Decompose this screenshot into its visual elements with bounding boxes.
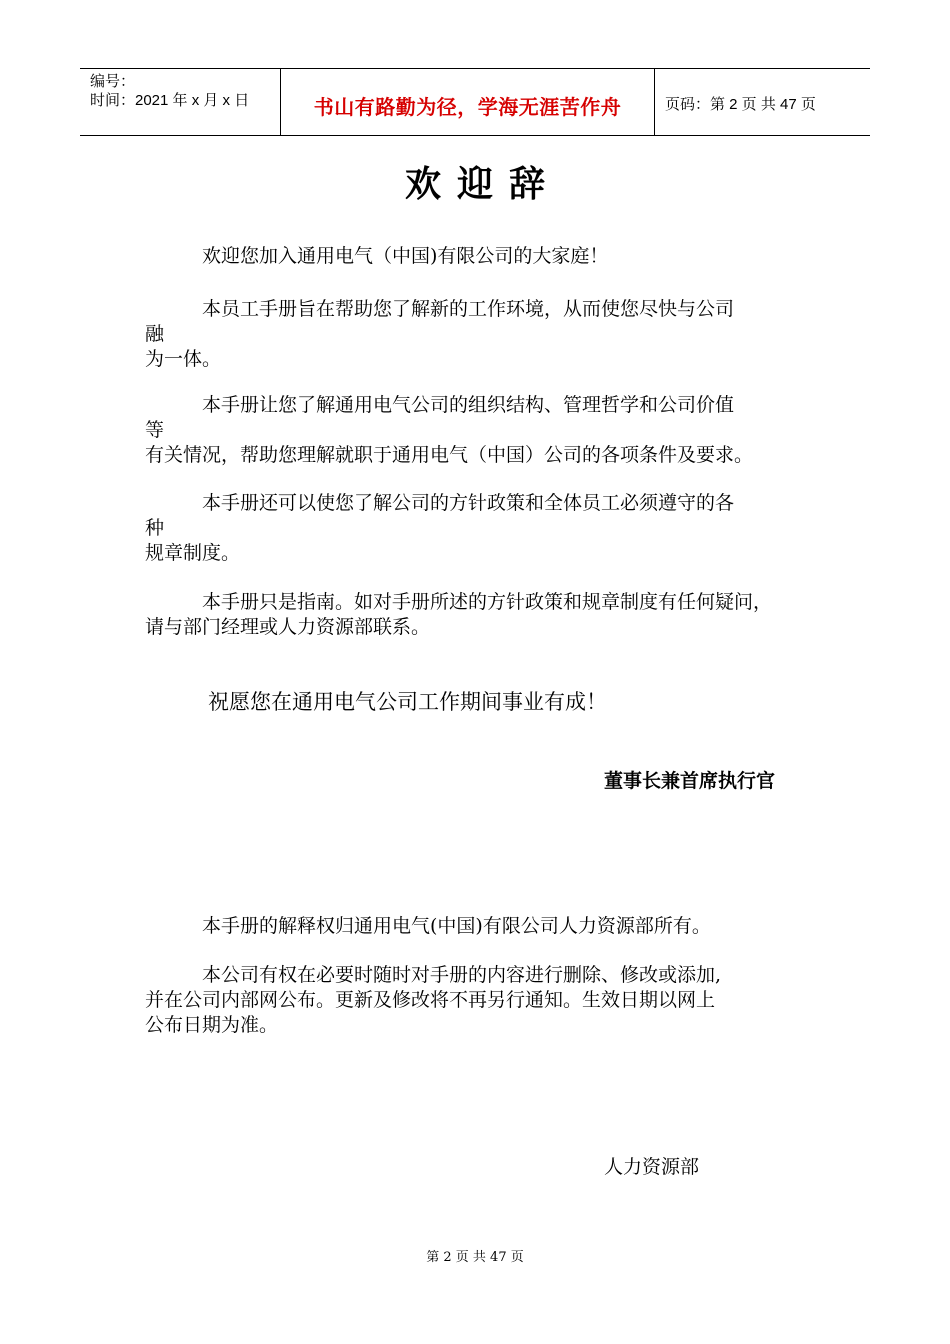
header-page-cell [655, 69, 870, 135]
department-signature: 人力资源部 [604, 1156, 700, 1178]
paragraph-rights-line-1: 本公司有权在必要时随时对手册的内容进行删除、修改或添加, [202, 964, 722, 986]
paragraph-overview-line-3: 有关情况，帮助您理解就职于通用电气（中国）公司的各项条件及要求。 [145, 444, 754, 466]
paragraph-rights-line-2: 并在公司内部网公布。更新及修改将不再另行通知。生效日期以网上 [145, 989, 716, 1011]
paragraph-interpretation: 本手册的解释权归通用电气(中国)有限公司人力资源部所有。 [202, 915, 711, 937]
header-table [80, 68, 870, 136]
signer-title: 董事长兼首席执行官 [604, 770, 776, 792]
header-motto-cell [281, 69, 655, 135]
page-footer: 第 2 页 共 47 页 [426, 1250, 524, 1265]
paragraph-guide-line-2: 请与部门经理或人力资源部联系。 [145, 616, 431, 638]
paragraph-policy-line-3: 规章制度。 [145, 542, 241, 564]
paragraph-purpose-line-3: 为一体。 [145, 348, 222, 370]
paragraph-rights-line-3: 公布日期为准。 [145, 1014, 279, 1036]
paragraph-policy-line-2: 种 [145, 517, 165, 539]
paragraph-purpose-line-1: 本员工手册旨在帮助您了解新的工作环境，从而使您尽快与公司 [202, 298, 735, 320]
paragraph-overview-line-2: 等 [145, 419, 165, 441]
wish-line: 祝愿您在通用电气公司工作期间事业有成！ [208, 690, 607, 714]
paragraph-welcome: 欢迎您加入通用电气（中国)有限公司的大家庭！ [202, 245, 609, 267]
page-info: 页码：第 2 页 共 47 页 [665, 95, 816, 113]
paragraph-guide-line-1: 本手册只是指南。如对手册所述的方针政策和规章制度有任何疑问， [202, 591, 773, 613]
paragraph-policy-line-1: 本手册还可以使您了解公司的方针政策和全体员工必须遵守的各 [202, 492, 735, 514]
page-title: 欢迎辞 [404, 164, 561, 205]
paragraph-purpose-line-2: 融 [145, 323, 165, 345]
time-line: 时间：2021 年 x 月 x 日 [90, 92, 250, 109]
header-meta-cell [80, 69, 281, 135]
serial-label: 编号： [90, 73, 136, 90]
motto: 书山有路勤为径，学海无涯苦作舟 [313, 94, 622, 119]
paragraph-overview-line-1: 本手册让您了解通用电气公司的组织结构、管理哲学和公司价值 [202, 394, 735, 416]
